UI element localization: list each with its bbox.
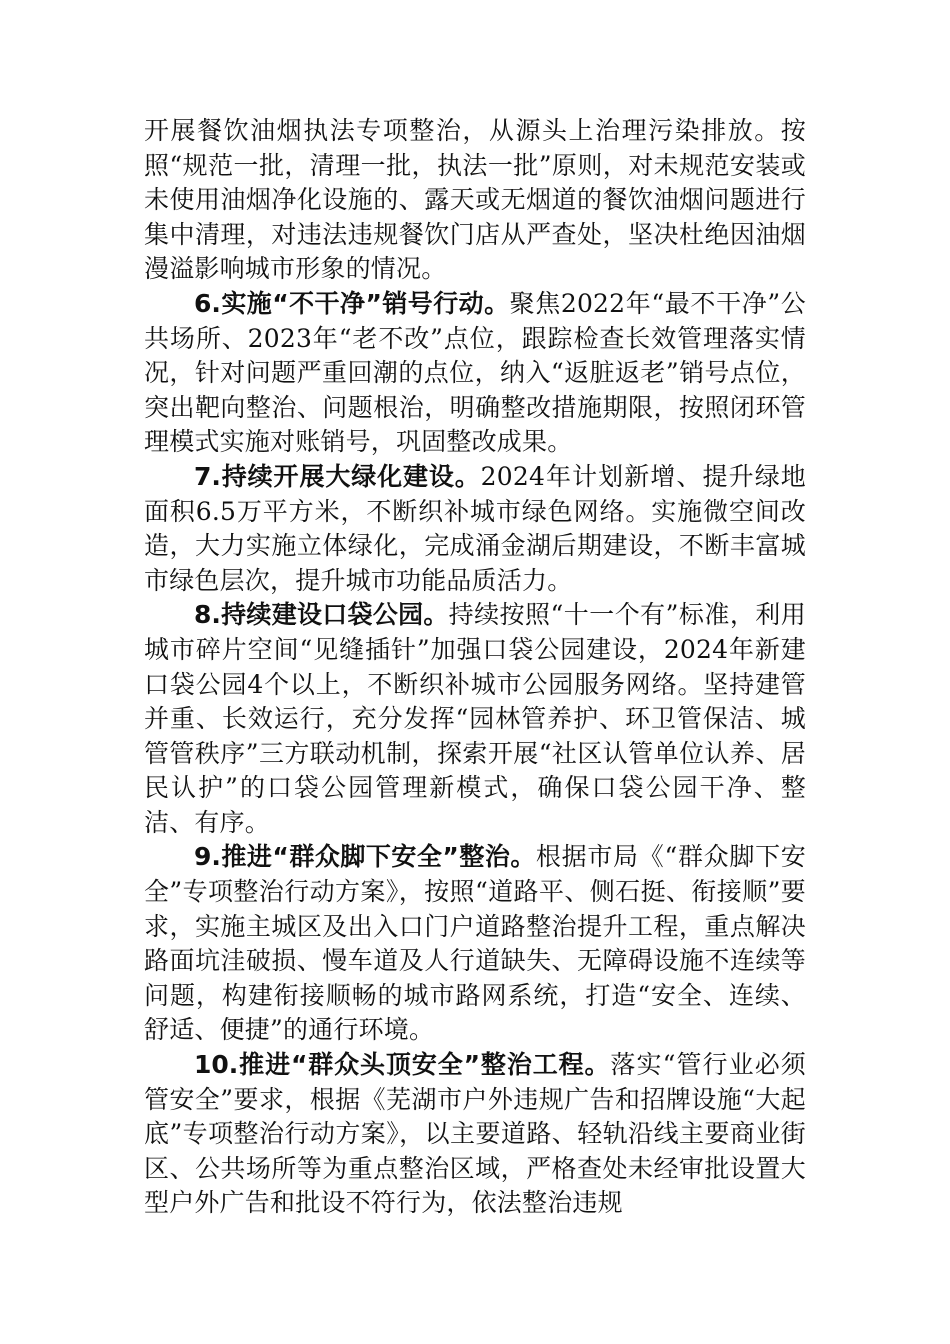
paragraph-body: 2024年计划新增、提升绿地面积6.5万平方米，不断织补城市绿色网络。实施微空间改造，大力实施立体绿化，完成涌金湖后期建设，不断丰富城市绿色层次，提升城市功能品质活力。 <box>144 461 806 595</box>
paragraph-oil-fume <box>144 114 806 287</box>
item-heading: 8.持续建设口袋公园。 <box>194 600 449 630</box>
paragraph-item-6 <box>144 287 806 460</box>
paragraph-body: 落实“管行业必须管安全”要求，根据《芜湖市户外违规广告和招牌设施“大起底”专项整治行动方案》，以主要道路、轻轨沿线主要商业街区、公共场所等为重点整治区域，严格查处未经审批设置大型户外广告和批设不符行为，依法整治违规 <box>144 1050 806 1218</box>
item-heading: 7.持续开展大绿化建设。 <box>194 461 481 491</box>
paragraph-body: 持续按照“十一个有”标准，利用城市碎片空间“见缝插针”加强口袋公园建设，2024年新建口袋公园4个以上，不断织补城市公园服务网络。坚持建管并重、长效运行，充分发挥“园林管养护、环卫管保洁、城管管秩序”三方联动机制，探索开展“社区认管单位认养、居民认护”的口袋公园管理新模式，确保口袋公园干净、整洁、有序。 <box>144 600 806 837</box>
item-heading: 10.推进“群众头顶安全”整治工程。 <box>194 1050 611 1080</box>
item-heading: 6.实施“不干净”销号行动。 <box>194 288 510 318</box>
paragraph-item-8 <box>144 598 806 840</box>
paragraph-body: 开展餐饮油烟执法专项整治，从源头上治理污染排放。按照“规范一批，清理一批，执法一批”原则，对未规范安装或未使用油烟净化设施的、露天或无烟道的餐饮油烟问题进行集中清理，对违法违规餐饮门店从严查处，坚决杜绝因油烟漫溢影响城市形象的情况。 <box>144 116 806 284</box>
paragraph-item-9 <box>144 840 806 1048</box>
paragraph-item-10 <box>144 1048 806 1221</box>
paragraph-body: 聚焦2022年“最不干净”公共场所、2023年“老不改”点位，跟踪检查长效管理落实情况，针对问题严重回潮的点位，纳入“返脏返老”销号点位，突出靶向整治、问题根治，明确整改措施期限，按照闭环管理模式实施对账销号，巩固整改成果。 <box>144 288 806 457</box>
paragraph-item-7 <box>144 460 806 598</box>
paragraph-body: 根据市局《“群众脚下安全”专项整治行动方案》，按照“道路平、侧石挺、衔接顺”要求，实施主城区及出入口门户道路整治提升工程，重点解决路面坑洼破损、慢车道及人行道缺失、无障碍设施不连续等问题，构建衔接顺畅的城市路网系统，打造“安全、连续、舒适、便捷”的通行环境。 <box>144 842 806 1045</box>
item-heading: 9.推进“群众脚下安全”整治。 <box>194 842 536 872</box>
document-body <box>144 114 806 1221</box>
